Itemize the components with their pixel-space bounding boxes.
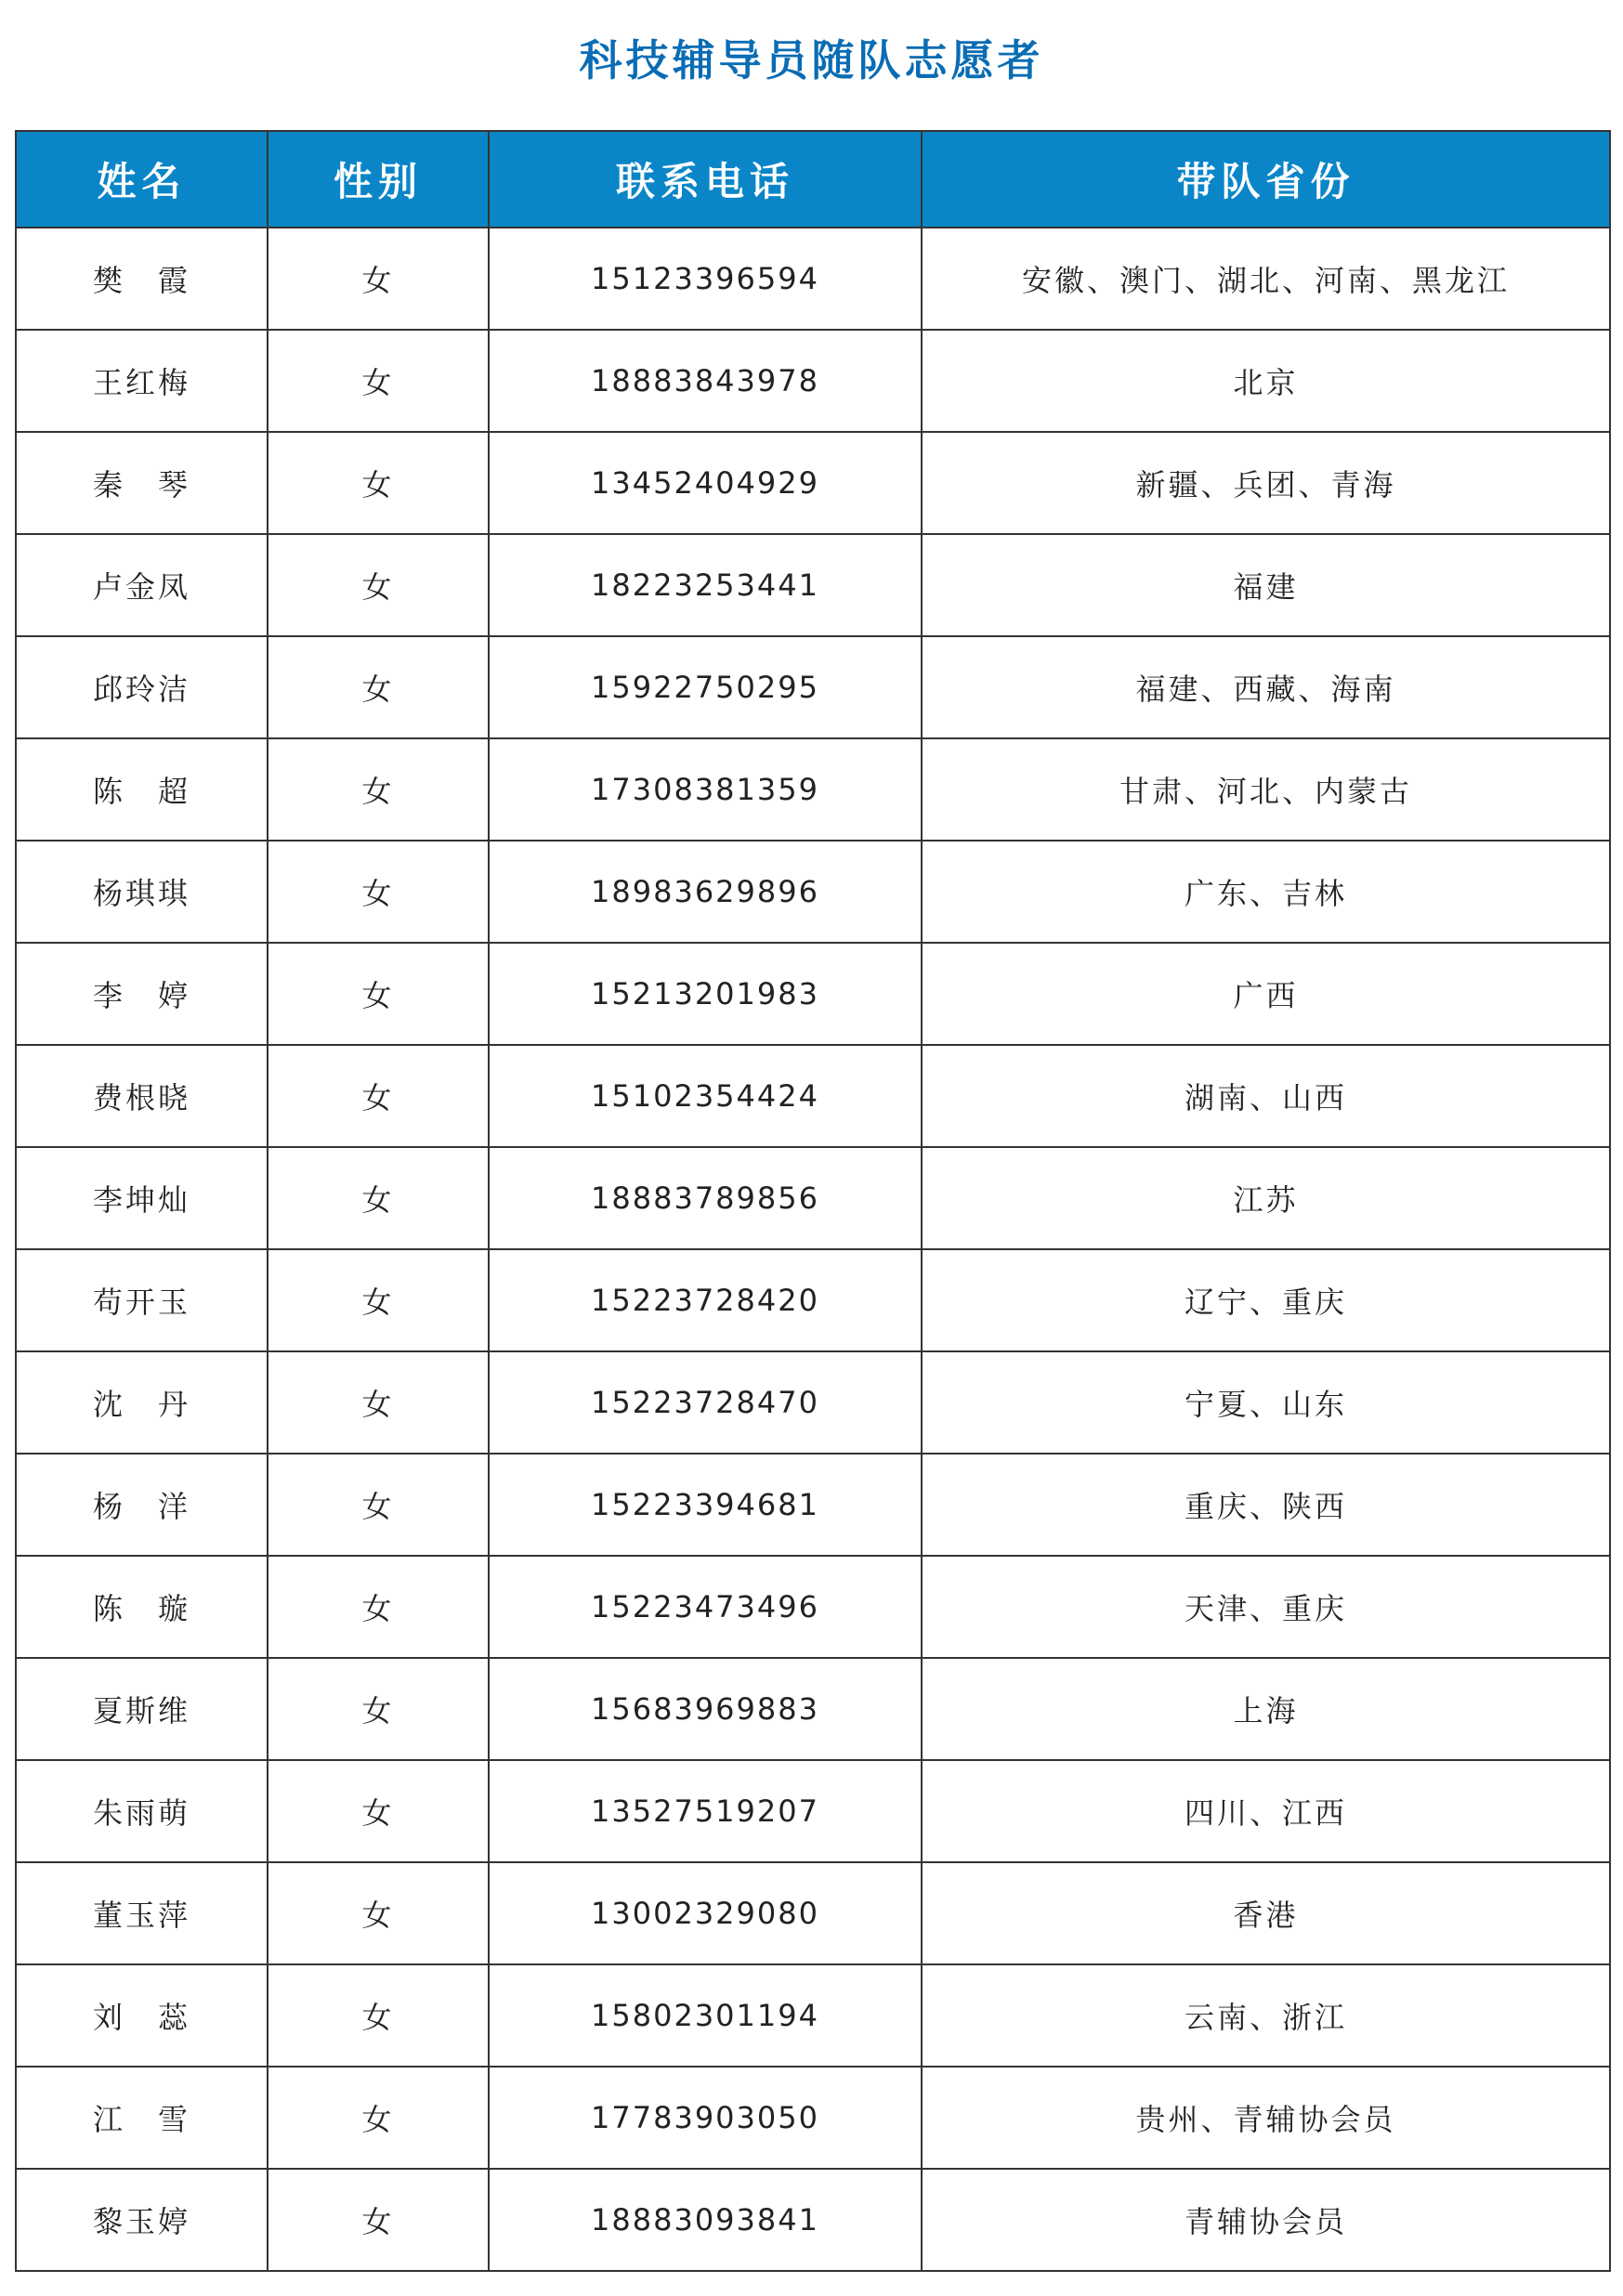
cell-gender: 女 xyxy=(268,1658,489,1760)
cell-gender: 女 xyxy=(268,943,489,1045)
cell-provinces: 甘肃、河北、内蒙古 xyxy=(922,738,1610,841)
cell-gender: 女 xyxy=(268,2169,489,2271)
cell-name: 杨 洋 xyxy=(16,1454,268,1556)
cell-provinces: 江苏 xyxy=(922,1147,1610,1249)
cell-name: 夏斯维 xyxy=(16,1658,268,1760)
cell-gender: 女 xyxy=(268,2067,489,2169)
header-row xyxy=(16,131,1610,228)
cell-gender: 女 xyxy=(268,1351,489,1454)
cell-phone: 17783903050 xyxy=(489,2067,922,2169)
cell-provinces: 上海 xyxy=(922,1658,1610,1760)
cell-provinces: 重庆、陕西 xyxy=(922,1454,1610,1556)
table-row xyxy=(16,1454,1610,1556)
table-header xyxy=(16,131,1610,228)
cell-name: 陈 璇 xyxy=(16,1556,268,1658)
volunteer-table xyxy=(15,130,1611,2272)
table-row xyxy=(16,1658,1610,1760)
cell-name: 黎玉婷 xyxy=(16,2169,268,2271)
cell-name: 樊 霞 xyxy=(16,228,268,330)
table-row xyxy=(16,1862,1610,1964)
cell-phone: 15683969883 xyxy=(489,1658,922,1760)
cell-gender: 女 xyxy=(268,1556,489,1658)
cell-phone: 13002329080 xyxy=(489,1862,922,1964)
cell-name: 杨琪琪 xyxy=(16,841,268,943)
cell-phone: 15223728470 xyxy=(489,1351,922,1454)
cell-gender: 女 xyxy=(268,636,489,738)
table-row xyxy=(16,2169,1610,2271)
cell-phone: 18223253441 xyxy=(489,534,922,636)
cell-name: 秦 琴 xyxy=(16,432,268,534)
cell-provinces: 福建、西藏、海南 xyxy=(922,636,1610,738)
cell-name: 李坤灿 xyxy=(16,1147,268,1249)
table-row xyxy=(16,432,1610,534)
cell-provinces: 辽宁、重庆 xyxy=(922,1249,1610,1351)
cell-phone: 18883789856 xyxy=(489,1147,922,1249)
cell-gender: 女 xyxy=(268,1862,489,1964)
cell-gender: 女 xyxy=(268,841,489,943)
cell-provinces: 新疆、兵团、青海 xyxy=(922,432,1610,534)
cell-provinces: 安徽、澳门、湖北、河南、黑龙江 xyxy=(922,228,1610,330)
cell-phone: 15102354424 xyxy=(489,1045,922,1147)
cell-name: 董玉萍 xyxy=(16,1862,268,1964)
cell-name: 卢金凤 xyxy=(16,534,268,636)
cell-phone: 18883093841 xyxy=(489,2169,922,2271)
cell-provinces: 天津、重庆 xyxy=(922,1556,1610,1658)
cell-name: 王红梅 xyxy=(16,330,268,432)
cell-phone: 15223728420 xyxy=(489,1249,922,1351)
cell-phone: 13527519207 xyxy=(489,1760,922,1862)
cell-provinces: 香港 xyxy=(922,1862,1610,1964)
cell-name: 江 雪 xyxy=(16,2067,268,2169)
cell-phone: 15223473496 xyxy=(489,1556,922,1658)
header-phone: 联系电话 xyxy=(489,131,922,228)
cell-gender: 女 xyxy=(268,1147,489,1249)
table-row xyxy=(16,1249,1610,1351)
header-name: 姓名 xyxy=(16,131,268,228)
cell-name: 费根晓 xyxy=(16,1045,268,1147)
cell-provinces: 青辅协会员 xyxy=(922,2169,1610,2271)
table-row xyxy=(16,228,1610,330)
cell-name: 朱雨萌 xyxy=(16,1760,268,1862)
cell-name: 苟开玉 xyxy=(16,1249,268,1351)
table-row xyxy=(16,330,1610,432)
table-row xyxy=(16,1147,1610,1249)
table-row xyxy=(16,943,1610,1045)
cell-provinces: 湖南、山西 xyxy=(922,1045,1610,1147)
cell-gender: 女 xyxy=(268,228,489,330)
cell-name: 陈 超 xyxy=(16,738,268,841)
table-row xyxy=(16,1556,1610,1658)
table-row xyxy=(16,636,1610,738)
header-provinces: 带队省份 xyxy=(922,131,1610,228)
cell-gender: 女 xyxy=(268,1964,489,2067)
cell-phone: 15213201983 xyxy=(489,943,922,1045)
cell-provinces: 四川、江西 xyxy=(922,1760,1610,1862)
cell-phone: 15802301194 xyxy=(489,1964,922,2067)
cell-provinces: 广东、吉林 xyxy=(922,841,1610,943)
table-row xyxy=(16,1964,1610,2067)
cell-provinces: 广西 xyxy=(922,943,1610,1045)
cell-phone: 13452404929 xyxy=(489,432,922,534)
cell-provinces: 云南、浙江 xyxy=(922,1964,1610,2067)
cell-gender: 女 xyxy=(268,432,489,534)
cell-name: 李 婷 xyxy=(16,943,268,1045)
table-row xyxy=(16,1351,1610,1454)
cell-provinces: 宁夏、山东 xyxy=(922,1351,1610,1454)
cell-provinces: 贵州、青辅协会员 xyxy=(922,2067,1610,2169)
cell-gender: 女 xyxy=(268,1760,489,1862)
cell-name: 邱玲洁 xyxy=(16,636,268,738)
cell-gender: 女 xyxy=(268,738,489,841)
cell-gender: 女 xyxy=(268,1045,489,1147)
table-row xyxy=(16,738,1610,841)
table-row xyxy=(16,2067,1610,2169)
cell-provinces: 北京 xyxy=(922,330,1610,432)
cell-gender: 女 xyxy=(268,534,489,636)
cell-gender: 女 xyxy=(268,1249,489,1351)
cell-gender: 女 xyxy=(268,1454,489,1556)
header-gender: 性别 xyxy=(268,131,489,228)
cell-provinces: 福建 xyxy=(922,534,1610,636)
table-row xyxy=(16,1760,1610,1862)
cell-phone: 15922750295 xyxy=(489,636,922,738)
cell-gender: 女 xyxy=(268,330,489,432)
cell-phone: 18983629896 xyxy=(489,841,922,943)
cell-phone: 17308381359 xyxy=(489,738,922,841)
page-title: 科技辅导员随队志愿者 xyxy=(579,35,1044,85)
cell-phone: 18883843978 xyxy=(489,330,922,432)
cell-phone: 15223394681 xyxy=(489,1454,922,1556)
cell-phone: 15123396594 xyxy=(489,228,922,330)
table-row xyxy=(16,841,1610,943)
cell-name: 刘 蕊 xyxy=(16,1964,268,2067)
table-body xyxy=(16,228,1610,2271)
table-row xyxy=(16,534,1610,636)
table-row xyxy=(16,1045,1610,1147)
cell-name: 沈 丹 xyxy=(16,1351,268,1454)
